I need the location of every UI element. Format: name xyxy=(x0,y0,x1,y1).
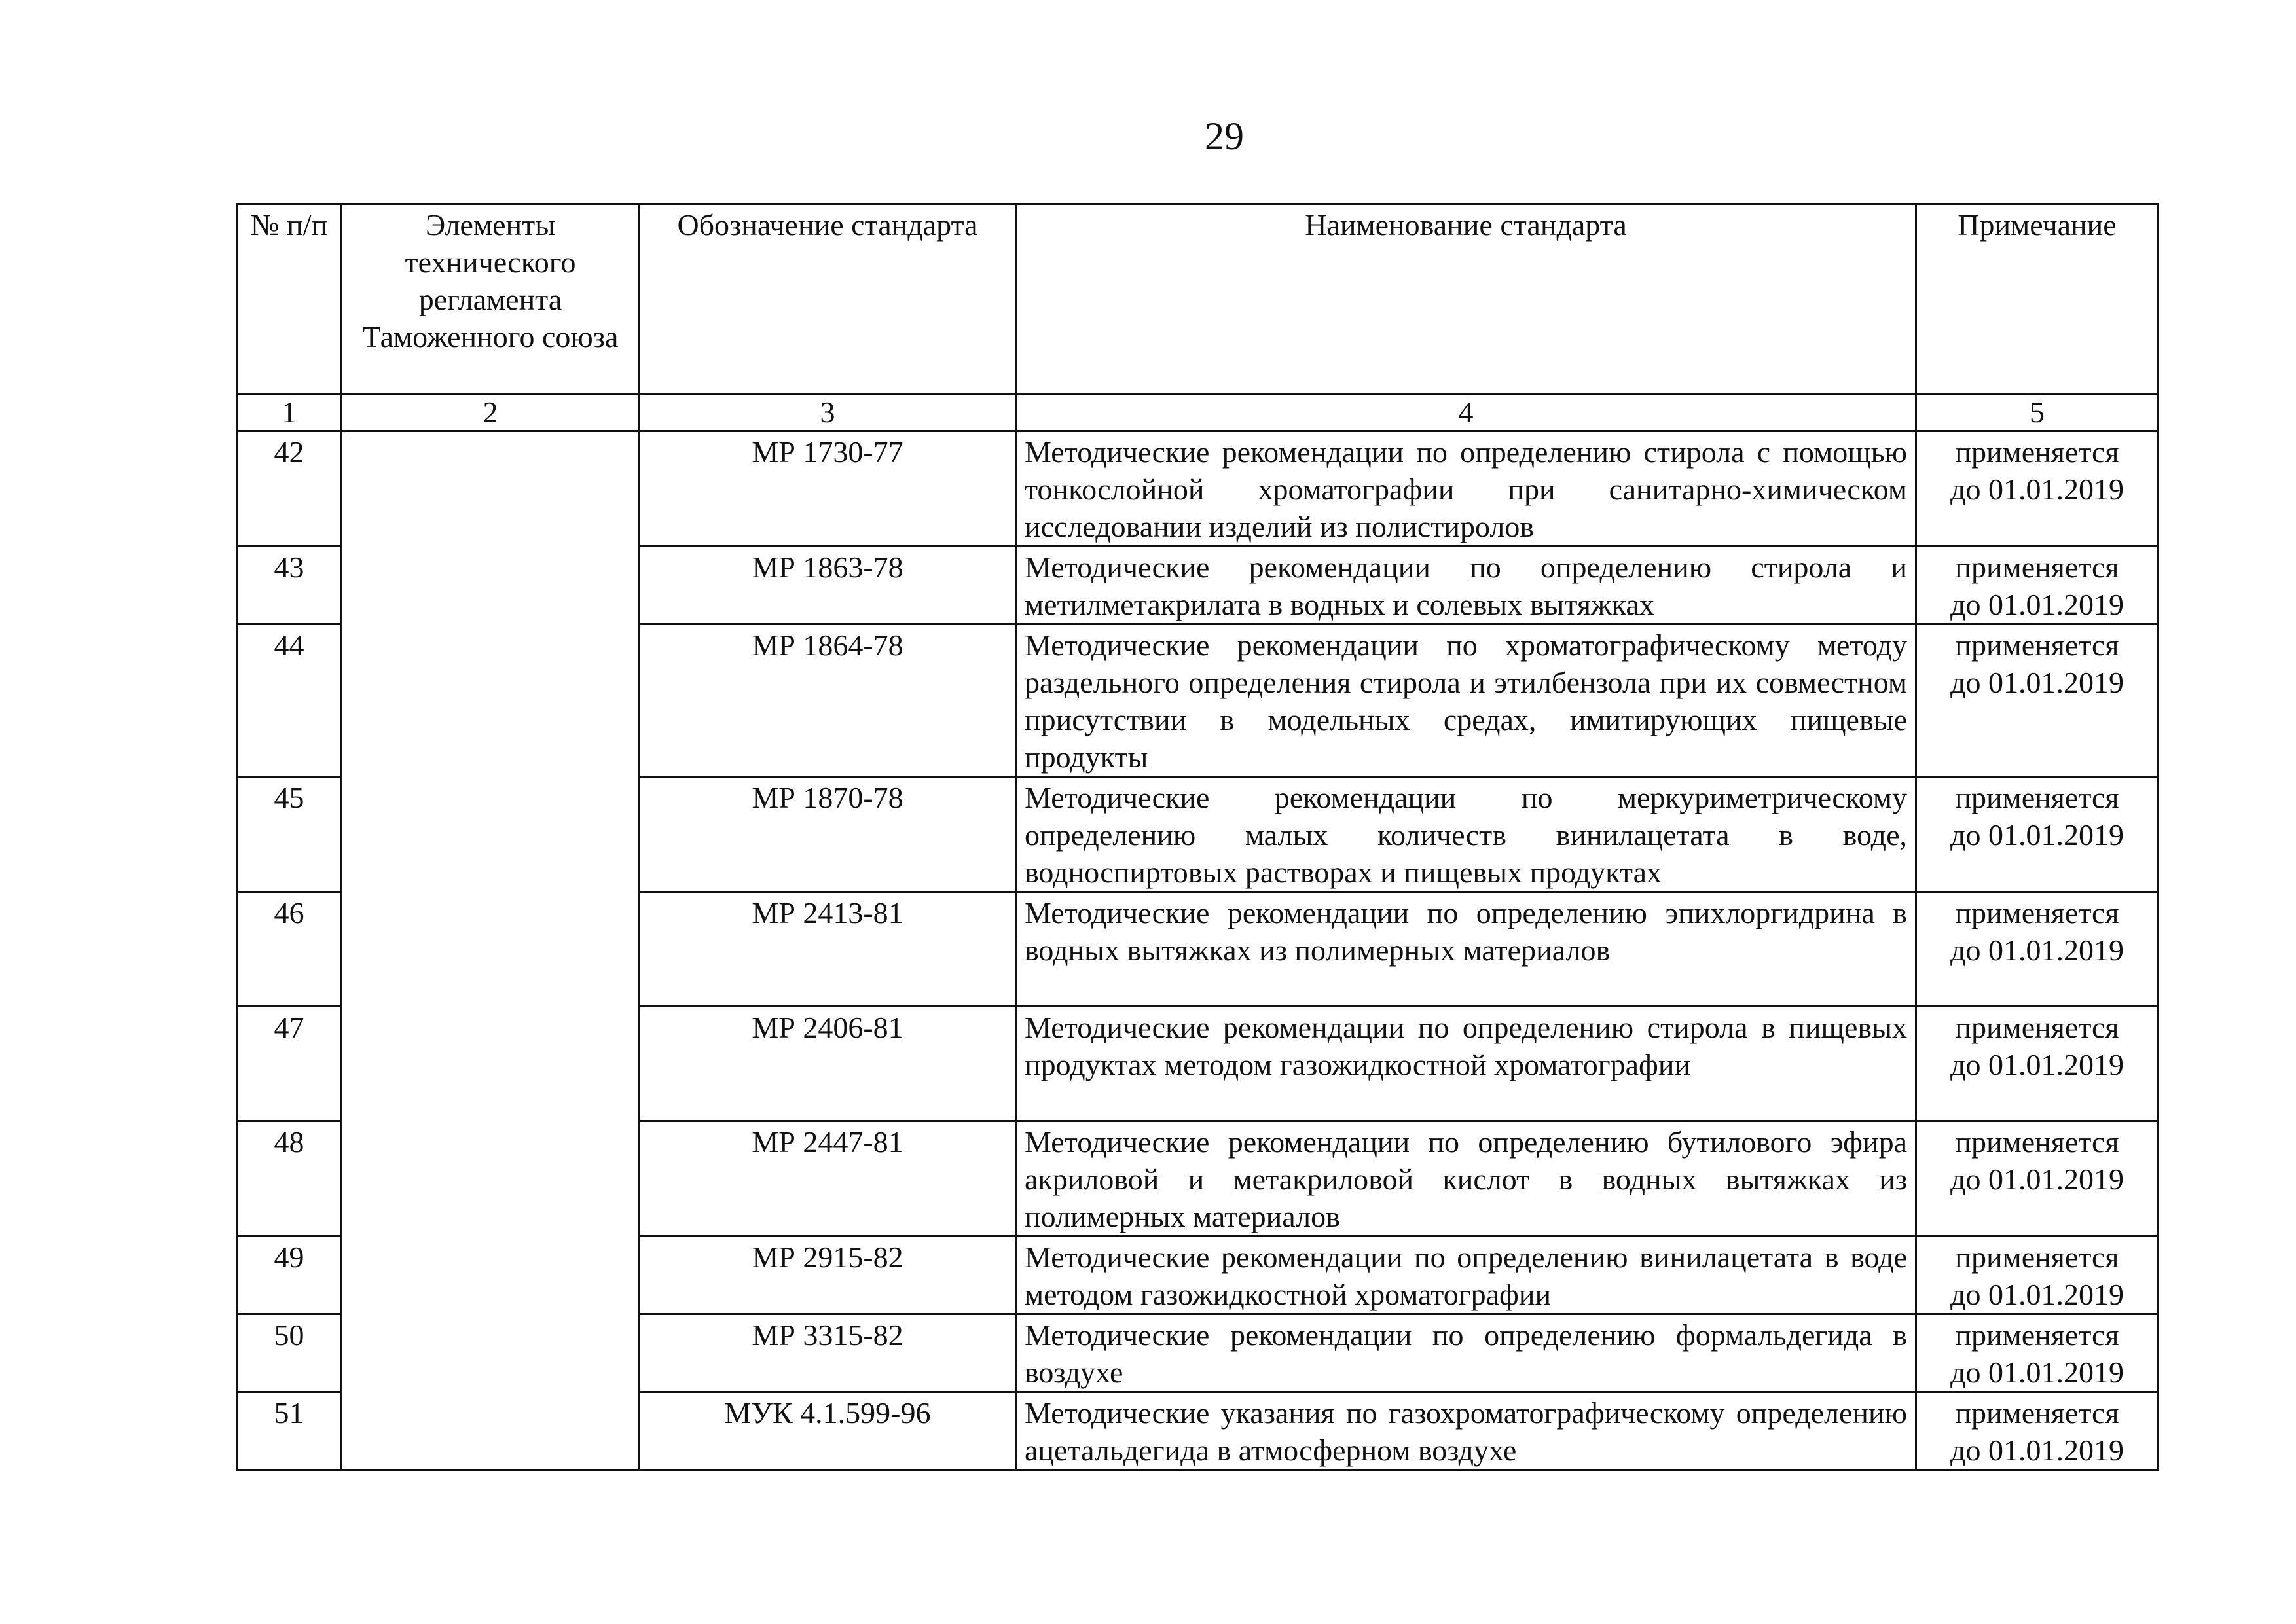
note xyxy=(1916,1121,2159,1236)
standard-code: МР 1730-77 xyxy=(640,431,1016,547)
note-date: до 01.01.2019 xyxy=(1950,666,2124,699)
note-date: до 01.01.2019 xyxy=(1950,1048,2124,1081)
standard-name: Методические рекомендации по определению стирола и метилметакрилата в водных и солевых вытяжках xyxy=(1016,547,1916,624)
row-number: 45 xyxy=(237,777,342,892)
standard-name: Методические рекомендации по определению бутилового эфира акриловой и метакриловой кислот в водных вытяжках из полимерных материалов xyxy=(1016,1121,1916,1236)
note xyxy=(1916,1007,2159,1121)
column-number: 3 xyxy=(640,394,1016,431)
note-date: до 01.01.2019 xyxy=(1950,588,2124,621)
note-status: применяется xyxy=(1955,435,2119,469)
note-status: применяется xyxy=(1955,896,2119,929)
standard-code: МР 2406-81 xyxy=(640,1007,1016,1121)
note-status: применяется xyxy=(1955,550,2119,584)
standard-code: МР 3315-82 xyxy=(640,1314,1016,1392)
page-number: 29 xyxy=(1205,115,1244,158)
column-number: 1 xyxy=(237,394,342,431)
note-status: применяется xyxy=(1955,1318,2119,1352)
standard-name: Методические рекомендации по определению формальдегида в воздухе xyxy=(1016,1314,1916,1392)
standard-name: Методические рекомендации по определению стирола с помощью тонкослойной хроматографии при санитарно-химическом исследовании изделий из полистиролов xyxy=(1016,431,1916,547)
standard-name: Методические рекомендации по меркуриметрическому определению малых количеств винилацетата в воде, водноспиртовых растворах и пищевых продуктах xyxy=(1016,777,1916,892)
note-status: применяется xyxy=(1955,781,2119,814)
note xyxy=(1916,1314,2159,1392)
note-date: до 01.01.2019 xyxy=(1950,1434,2124,1467)
standards-table xyxy=(236,203,2159,1471)
row-number: 44 xyxy=(237,624,342,777)
note-status: применяется xyxy=(1955,1011,2119,1044)
standard-code: МР 2915-82 xyxy=(640,1236,1016,1314)
standard-code: МУК 4.1.599-96 xyxy=(640,1392,1016,1470)
note xyxy=(1916,431,2159,547)
note-status: применяется xyxy=(1955,1396,2119,1430)
note xyxy=(1916,1392,2159,1470)
note-status: применяется xyxy=(1955,628,2119,662)
column-number: 4 xyxy=(1016,394,1916,431)
row-number: 47 xyxy=(237,1007,342,1121)
row-number: 49 xyxy=(237,1236,342,1314)
header-designation: Обозначение стандарта xyxy=(640,204,1016,394)
standard-code: МР 1870-78 xyxy=(640,777,1016,892)
standard-name: Методические рекомендации по хроматографическому методу раздельного определения стирола и этилбензола при их совместном присутствии в модельных средах, имитирующих пищевые продукты xyxy=(1016,624,1916,777)
column-number-row xyxy=(237,394,2159,431)
standard-name: Методические рекомендации по определению винилацетата в воде методом газожидкостной хроматографии xyxy=(1016,1236,1916,1314)
table-row xyxy=(237,431,2159,547)
note xyxy=(1916,624,2159,777)
note xyxy=(1916,1236,2159,1314)
header-elements: Элементы технического регламента Таможенного союза xyxy=(342,204,640,394)
row-number: 51 xyxy=(237,1392,342,1470)
row-number: 48 xyxy=(237,1121,342,1236)
row-number: 46 xyxy=(237,892,342,1007)
note-status: применяется xyxy=(1955,1240,2119,1274)
row-number: 50 xyxy=(237,1314,342,1392)
standard-name: Методические рекомендации по определению эпихлоргидрина в водных вытяжках из полимерных материалов xyxy=(1016,892,1916,1007)
row-number: 42 xyxy=(237,431,342,547)
standard-name: Методические рекомендации по определению стирола в пищевых продуктах методом газожидкостной хроматографии xyxy=(1016,1007,1916,1121)
standard-code: МР 1864-78 xyxy=(640,624,1016,777)
header-name: Наименование стандарта xyxy=(1016,204,1916,394)
note-date: до 01.01.2019 xyxy=(1950,933,2124,967)
note-date: до 01.01.2019 xyxy=(1950,818,2124,852)
note xyxy=(1916,892,2159,1007)
table-header-row xyxy=(237,204,2159,394)
note-date: до 01.01.2019 xyxy=(1950,1163,2124,1196)
standard-code: МР 1863-78 xyxy=(640,547,1016,624)
note-date: до 01.01.2019 xyxy=(1950,1278,2124,1311)
note-date: до 01.01.2019 xyxy=(1950,473,2124,506)
standard-name: Методические указания по газохроматографическому определению ацетальдегида в атмосферном воздухе xyxy=(1016,1392,1916,1470)
header-note: Примечание xyxy=(1916,204,2159,394)
note-date: до 01.01.2019 xyxy=(1950,1356,2124,1389)
header-num: № п/п xyxy=(237,204,342,394)
column-number: 2 xyxy=(342,394,640,431)
row-number: 43 xyxy=(237,547,342,624)
standard-code: МР 2447-81 xyxy=(640,1121,1016,1236)
note-status: применяется xyxy=(1955,1125,2119,1159)
standard-code: МР 2413-81 xyxy=(640,892,1016,1007)
note xyxy=(1916,777,2159,892)
column-number: 5 xyxy=(1916,394,2159,431)
note xyxy=(1916,547,2159,624)
elements-cell xyxy=(342,431,640,1470)
